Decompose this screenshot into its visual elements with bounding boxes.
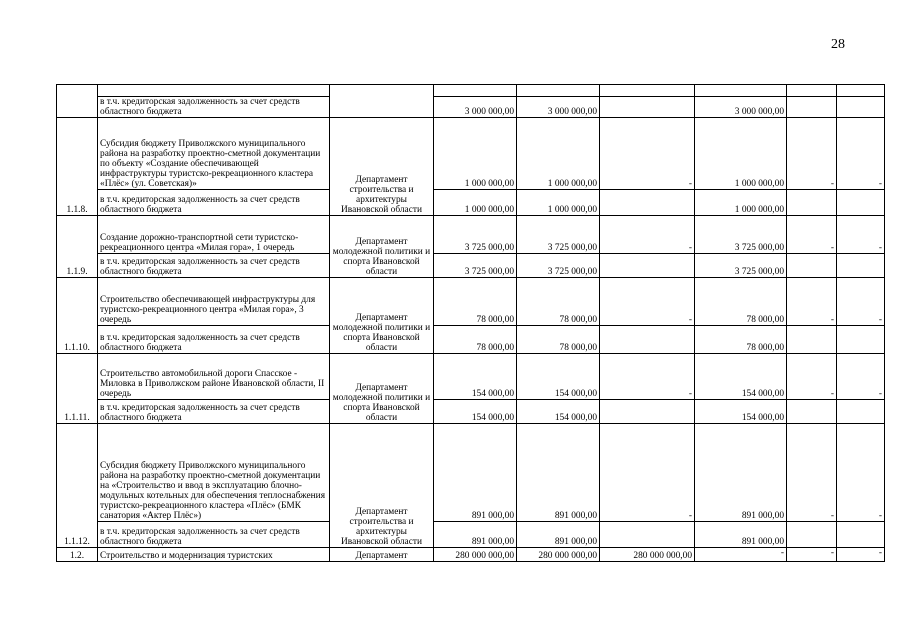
sub-value-3	[600, 190, 695, 216]
table-body	[57, 85, 885, 562]
value-2: 3 725 000,00	[517, 216, 600, 254]
table-row	[57, 85, 885, 97]
value-total: 154 000,00	[434, 354, 517, 400]
row-name: Строительство автомобильной дороги Спасское - Миловка в Приволжском районе Ивановской области, II очередь	[98, 354, 330, 400]
sub-value-6	[837, 254, 885, 278]
value-4	[695, 85, 787, 97]
value-5: -	[787, 216, 837, 254]
sub-value-4: 154 000,00	[695, 400, 787, 424]
sub-value-3	[600, 97, 695, 118]
table-row	[57, 354, 885, 400]
sub-value-3	[600, 400, 695, 424]
value-2	[517, 85, 600, 97]
table-row	[57, 216, 885, 254]
value-4: -	[695, 548, 787, 562]
sub-value-2: 154 000,00	[517, 400, 600, 424]
sub-value-total: 3 000 000,00	[434, 97, 517, 118]
sub-value-3	[600, 522, 695, 548]
department: Департамент	[330, 548, 434, 562]
value-2: 154 000,00	[517, 354, 600, 400]
value-2: 1 000 000,00	[517, 118, 600, 190]
row-number: 1.1.9.	[57, 216, 98, 278]
table-subrow	[57, 97, 885, 118]
sub-value-4: 78 000,00	[695, 326, 787, 354]
value-2: 280 000 000,00	[517, 548, 600, 562]
sub-value-5	[787, 254, 837, 278]
sub-label: в т.ч. кредиторская задолженность за счет средств областного бюджета	[98, 326, 330, 354]
value-6: -	[837, 548, 885, 562]
table-row	[57, 424, 885, 522]
sub-value-5	[787, 522, 837, 548]
table-row	[57, 118, 885, 190]
value-4: 78 000,00	[695, 278, 787, 326]
value-total	[434, 85, 517, 97]
value-total: 891 000,00	[434, 424, 517, 522]
sub-value-total: 3 725 000,00	[434, 254, 517, 278]
value-3: 280 000 000,00	[600, 548, 695, 562]
table-subrow	[57, 190, 885, 216]
sub-label: в т.ч. кредиторская задолженность за счет средств областного бюджета	[98, 400, 330, 424]
sub-value-2: 78 000,00	[517, 326, 600, 354]
value-3: -	[600, 118, 695, 190]
value-3: -	[600, 354, 695, 400]
sub-value-total: 78 000,00	[434, 326, 517, 354]
sub-value-6	[837, 190, 885, 216]
sub-value-6	[837, 400, 885, 424]
budget-table	[56, 84, 885, 562]
sub-label: в т.ч. кредиторская задолженность за счет средств областного бюджета	[98, 254, 330, 278]
row-number: 1.1.12.	[57, 424, 98, 548]
sub-label: в т.ч. кредиторская задолженность за счет средств областного бюджета	[98, 190, 330, 216]
sub-value-5	[787, 400, 837, 424]
value-2: 891 000,00	[517, 424, 600, 522]
value-3: -	[600, 424, 695, 522]
value-6: -	[837, 424, 885, 522]
sub-value-2: 3 000 000,00	[517, 97, 600, 118]
row-name: Субсидия бюджету Приволжского муниципального района на разработку проектно-сметной документации на «Строительство и ввод в эксплуатацию блочно-модульных котельных для обеспечения теплоснабжения туристско-рекреационного кластера «Плёс» (БМК санатория «Актер Плёс»)	[98, 424, 330, 522]
department: Департамент молодежной политики и спорта Ивановской области	[330, 354, 434, 424]
sub-value-total: 1 000 000,00	[434, 190, 517, 216]
department: Департамент строительства и архитектуры Ивановской области	[330, 424, 434, 548]
value-5: -	[787, 548, 837, 562]
table-row	[57, 278, 885, 326]
table-subrow	[57, 522, 885, 548]
department: Департамент молодежной политики и спорта Ивановской области	[330, 216, 434, 278]
value-2: 78 000,00	[517, 278, 600, 326]
department: Департамент строительства и архитектуры Ивановской области	[330, 118, 434, 216]
value-5: -	[787, 118, 837, 190]
value-4: 154 000,00	[695, 354, 787, 400]
table-subrow	[57, 400, 885, 424]
sub-value-6	[837, 522, 885, 548]
page-number: 28	[831, 37, 845, 52]
value-6: -	[837, 216, 885, 254]
sub-value-4: 891 000,00	[695, 522, 787, 548]
value-4: 1 000 000,00	[695, 118, 787, 190]
sub-value-5	[787, 326, 837, 354]
value-5: -	[787, 424, 837, 522]
sub-value-5	[787, 190, 837, 216]
sub-value-5	[787, 97, 837, 118]
sub-value-4: 3 000 000,00	[695, 97, 787, 118]
value-6: -	[837, 278, 885, 326]
sub-value-2: 3 725 000,00	[517, 254, 600, 278]
sub-value-3	[600, 326, 695, 354]
value-3	[600, 85, 695, 97]
value-total: 1 000 000,00	[434, 118, 517, 190]
sub-value-2: 1 000 000,00	[517, 190, 600, 216]
row-name: Строительство и модернизация туристских	[98, 548, 330, 562]
row-name: Субсидия бюджету Приволжского муниципального района на разработку проектно-сметной документации по объекту «Создание обеспечивающей инфраструктуры туристско-рекреационного кластера «Плёс» (ул. Советская)»	[98, 118, 330, 190]
value-6: -	[837, 354, 885, 400]
sub-value-total: 891 000,00	[434, 522, 517, 548]
value-total: 78 000,00	[434, 278, 517, 326]
value-5: -	[787, 354, 837, 400]
value-total: 280 000 000,00	[434, 548, 517, 562]
value-6	[837, 85, 885, 97]
sub-value-2: 891 000,00	[517, 522, 600, 548]
value-5	[787, 85, 837, 97]
sub-label: в т.ч. кредиторская задолженность за счет средств областного бюджета	[98, 97, 330, 118]
row-number	[57, 85, 98, 118]
row-number: 1.2.	[57, 548, 98, 562]
value-3: -	[600, 216, 695, 254]
table-subrow	[57, 254, 885, 278]
value-4: 891 000,00	[695, 424, 787, 522]
department	[330, 85, 434, 118]
sub-value-3	[600, 254, 695, 278]
value-5: -	[787, 278, 837, 326]
sub-label: в т.ч. кредиторская задолженность за счет средств областного бюджета	[98, 522, 330, 548]
value-total: 3 725 000,00	[434, 216, 517, 254]
sub-value-total: 154 000,00	[434, 400, 517, 424]
row-name: Создание дорожно-транспортной сети туристско-рекреационного центра «Милая гора», 1 очередь	[98, 216, 330, 254]
sub-value-6	[837, 97, 885, 118]
sub-value-4: 1 000 000,00	[695, 190, 787, 216]
value-3: -	[600, 278, 695, 326]
row-number: 1.1.11.	[57, 354, 98, 424]
row-number: 1.1.10.	[57, 278, 98, 354]
row-number: 1.1.8.	[57, 118, 98, 216]
department: Департамент молодежной политики и спорта Ивановской области	[330, 278, 434, 354]
sub-value-4: 3 725 000,00	[695, 254, 787, 278]
row-name: Строительство обеспечивающей инфраструктуры для туристско-рекреационного центра «Милая гора», 3 очередь	[98, 278, 330, 326]
value-4: 3 725 000,00	[695, 216, 787, 254]
value-6: -	[837, 118, 885, 190]
table-row	[57, 548, 885, 562]
sub-value-6	[837, 326, 885, 354]
table-subrow	[57, 326, 885, 354]
row-name	[98, 85, 330, 97]
